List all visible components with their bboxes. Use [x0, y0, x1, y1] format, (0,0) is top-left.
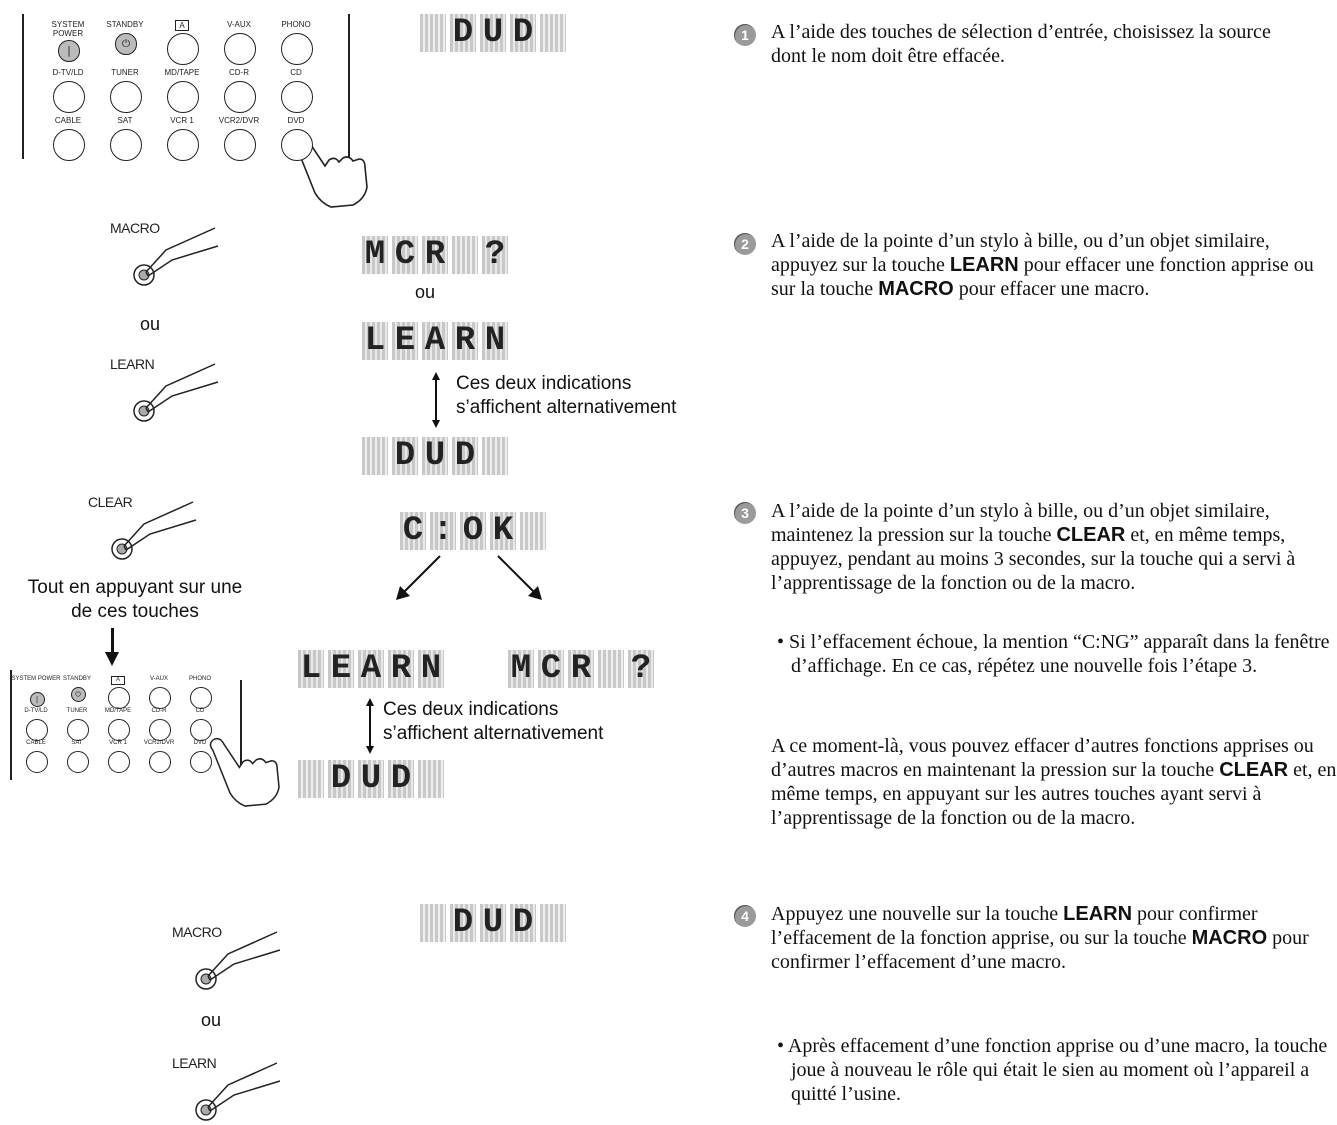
pen-icon	[110, 356, 220, 426]
input-select-button[interactable]	[67, 751, 89, 773]
alt-text-line2: s’affichent alternativement	[383, 723, 604, 744]
input-select-button[interactable]	[281, 129, 313, 161]
remote-key-label: A	[111, 676, 125, 685]
pen-icon	[88, 494, 198, 564]
lcd-char: D	[392, 437, 418, 475]
clear-key-label: CLEAR	[1056, 524, 1126, 546]
hold-text-line2: de ces touches	[71, 601, 199, 622]
standby-icon: ⏻	[121, 37, 131, 50]
lcd-char	[420, 904, 446, 942]
step-3-bullet: • Si l’effacement échoue, la mention “C:NG” apparaît dans la fenêtre d’affichage. En ce cas, répétez une nouvelle fois l’étape 3.	[777, 631, 1330, 677]
lcd-char	[520, 512, 546, 550]
remote-key-label: TUNER	[66, 708, 88, 714]
remote-key-label: VCR 1	[109, 740, 127, 746]
input-select-button[interactable]	[281, 81, 313, 113]
power-icon: |	[35, 695, 39, 703]
step-number-badge: 2	[734, 233, 756, 255]
pen-key-label: LEARN	[172, 1055, 217, 1071]
input-select-button[interactable]	[149, 751, 171, 773]
remote-key-label: MD/TAPE	[104, 708, 132, 714]
input-select-button[interactable]	[149, 719, 171, 741]
split-arrows-icon	[390, 552, 560, 612]
lcd-char: ?	[628, 650, 654, 688]
lcd-char	[540, 904, 566, 942]
step-number-badge: 4	[734, 905, 756, 927]
lcd-display	[298, 760, 444, 798]
step-number-badge: 3	[734, 502, 756, 524]
step-4-bullet: • Après effacement d’une fonction apprise ou d’une macro, la touche joue à nouveau le rôle qui était le sien au moment où l’appareil a quitté l’usine.	[777, 1035, 1328, 1105]
input-select-button[interactable]	[167, 129, 199, 161]
step-3-text-a: A l’aide de la pointe d’un stylo à bille, ou d’un objet similaire, maintenez la pression sur la touche	[771, 500, 1270, 546]
panel-left-border	[22, 14, 24, 159]
standby-icon: ⏻	[75, 690, 81, 698]
step-3-note-b: et, en même temps, en appuyant sur les autres touches ayant servi à l’apprentissage de la fonction ou de la macro.	[771, 759, 1337, 829]
remote-key-label: CD	[195, 708, 205, 714]
input-select-button[interactable]	[190, 751, 212, 773]
lcd-display	[508, 650, 654, 688]
lcd-char: E	[328, 650, 354, 688]
lcd-char	[482, 437, 508, 475]
lcd-char	[452, 236, 478, 274]
alt-text-line1: Ces deux indications	[383, 699, 559, 720]
lcd-char: L	[362, 322, 388, 360]
lcd-char: A	[358, 650, 384, 688]
input-select-button[interactable]	[167, 81, 199, 113]
input-select-button[interactable]	[26, 719, 48, 741]
input-select-button[interactable]	[110, 129, 142, 161]
remote-key-label: CD-R	[229, 68, 249, 77]
lcd-char: ?	[482, 236, 508, 274]
power-button[interactable]	[30, 692, 45, 707]
remote-key-label: CABLE	[54, 116, 82, 125]
pen-key-label: MACRO	[110, 220, 160, 236]
input-select-button[interactable]	[190, 687, 212, 709]
alt-text-line2: s’affichent alternativement	[456, 397, 677, 418]
lcd-display	[362, 437, 508, 475]
pen-icon	[172, 1055, 282, 1125]
lcd-display	[400, 512, 546, 550]
lcd-char: U	[422, 437, 448, 475]
lcd-char: N	[418, 650, 444, 688]
pen-press-illustration	[110, 356, 220, 426]
lcd-char: R	[568, 650, 594, 688]
step-1-text: A l’aide des touches de sélection d’entrée, choisissez la source dont le nom doit être effacée.	[771, 21, 1271, 67]
pen-press-illustration	[172, 924, 282, 994]
input-select-button[interactable]	[224, 81, 256, 113]
input-select-button[interactable]	[167, 33, 199, 65]
power-button[interactable]	[58, 40, 80, 62]
hold-text	[10, 576, 260, 624]
input-select-button[interactable]	[108, 751, 130, 773]
input-select-button[interactable]	[108, 719, 130, 741]
input-select-button[interactable]	[53, 81, 85, 113]
lcd-display	[298, 650, 444, 688]
pen-press-illustration	[172, 1055, 282, 1125]
lcd-char: U	[480, 14, 506, 52]
remote-key-label: SYSTEM POWER	[11, 676, 61, 682]
remote-key-label: TUNER	[111, 68, 139, 77]
learn-key-label: LEARN	[1063, 903, 1133, 925]
alt-text	[383, 698, 603, 746]
lcd-char: D	[450, 14, 476, 52]
lcd-char	[420, 14, 446, 52]
step-3-text-b: et, en même temps, appuyez, pendant au moins 3 secondes, sur la touche qui a servi à l’apprentissage de la fonction ou de la macro.	[771, 524, 1296, 594]
remote-key-label: SAT	[117, 116, 133, 125]
lcd-char: D	[510, 904, 536, 942]
step-4-text	[771, 902, 1337, 974]
step-4-text-a: Appuyez une nouvelle sur la touche	[771, 903, 1064, 925]
remote-key-label: PHONO	[188, 676, 211, 682]
step-3-note-a: A ce moment-là, vous pouvez effacer d’autres fonctions apprises ou d’autres macros en maintenant la pression sur la touche	[771, 735, 1314, 781]
input-select-button[interactable]	[53, 129, 85, 161]
remote-key-label: CD-R	[151, 708, 167, 714]
remote-key-label: V-AUX	[149, 676, 168, 682]
standby-button[interactable]	[115, 33, 137, 55]
lcd-char: A	[422, 322, 448, 360]
input-select-button[interactable]	[281, 33, 313, 65]
lcd-display	[420, 904, 566, 942]
lcd-display	[420, 14, 566, 52]
lcd-char: N	[482, 322, 508, 360]
pen-press-illustration	[88, 494, 198, 564]
lcd-char: D	[450, 904, 476, 942]
lcd-char: R	[452, 322, 478, 360]
lcd-char: L	[298, 650, 324, 688]
lcd-char	[418, 760, 444, 798]
learn-key-label: LEARN	[949, 254, 1019, 276]
lcd-char: D	[452, 437, 478, 475]
pen-key-label: CLEAR	[88, 494, 133, 510]
lcd-char: U	[358, 760, 384, 798]
hold-text-line1: Tout en appuyant sur une	[27, 577, 243, 598]
remote-key-label: DVD	[193, 740, 207, 746]
remote-key-label: A	[175, 20, 189, 31]
lcd-char	[540, 14, 566, 52]
remote-key-label: VCR 1	[170, 116, 194, 125]
remote-key-label: V-AUX	[226, 20, 251, 29]
lcd-display	[362, 236, 508, 274]
lcd-char: D	[510, 14, 536, 52]
remote-key-label: D-TV/LD	[52, 68, 84, 77]
lcd-char	[362, 437, 388, 475]
remote-key-label: STANDBY	[106, 20, 144, 29]
lcd-display	[362, 322, 508, 360]
lcd-char: R	[388, 650, 414, 688]
remote-key-label: STANDBY	[63, 676, 91, 682]
step-3-text	[771, 499, 1337, 595]
lcd-char: O	[460, 512, 486, 550]
step-2-text-c: pour effacer une macro.	[953, 278, 1150, 300]
power-icon: |	[67, 44, 71, 57]
lcd-char: M	[362, 236, 388, 274]
lcd-char: E	[392, 322, 418, 360]
pen-key-label: LEARN	[110, 356, 155, 372]
input-select-button[interactable]	[67, 719, 89, 741]
lcd-char: M	[508, 650, 534, 688]
alt-text	[456, 372, 676, 420]
input-select-button[interactable]	[110, 81, 142, 113]
lcd-char: D	[388, 760, 414, 798]
remote-key-label: PHONO	[281, 20, 311, 29]
pen-key-label: MACRO	[172, 924, 222, 940]
panel-left-border	[10, 670, 12, 780]
lcd-char: C	[392, 236, 418, 274]
macro-key-label: MACRO	[878, 278, 954, 300]
remote-key-label: CD	[290, 68, 302, 77]
clear-key-label: CLEAR	[1219, 759, 1289, 781]
step-3-note	[771, 734, 1337, 830]
step-4-text-c: pour confirmer l’effacement d’une macro.	[771, 927, 1309, 973]
pen-icon	[172, 924, 282, 994]
input-select-button[interactable]	[108, 687, 130, 709]
alt-arrow-icon	[366, 698, 376, 754]
lcd-char	[598, 650, 624, 688]
pen-press-illustration	[110, 220, 220, 290]
lcd-char	[298, 760, 324, 798]
remote-key-label: SYSTEM POWER	[51, 20, 85, 38]
input-select-button[interactable]	[190, 719, 212, 741]
remote-key-label: CABLE	[26, 740, 46, 746]
input-select-button[interactable]	[224, 129, 256, 161]
input-select-button[interactable]	[26, 751, 48, 773]
remote-key-label: VCR2/DVR	[218, 116, 260, 125]
lcd-char: R	[422, 236, 448, 274]
lcd-char: K	[490, 512, 516, 550]
remote-key-label: D-TV/LD	[24, 708, 48, 714]
step-4-text-b: pour confirmer l’effacement de la fonction apprise, ou sur la touche	[771, 903, 1258, 949]
remote-key-label: MD/TAPE	[164, 68, 200, 77]
step-2-text	[771, 229, 1333, 301]
standby-button[interactable]	[71, 687, 86, 702]
alt-arrow-icon	[432, 372, 442, 428]
remote-key-label: VCR2/DVR	[143, 740, 175, 746]
input-select-button[interactable]	[149, 687, 171, 709]
lcd-char: U	[480, 904, 506, 942]
step-number-badge: 1	[734, 24, 756, 46]
macro-key-label: MACRO	[1191, 927, 1268, 949]
alt-text-line1: Ces deux indications	[456, 373, 632, 394]
remote-key-label: DVD	[287, 116, 305, 125]
lcd-char: C	[400, 512, 426, 550]
pen-icon	[110, 220, 220, 290]
lcd-char: C	[538, 650, 564, 688]
ou-label: ou	[415, 282, 436, 302]
ou-label: ou	[201, 1010, 222, 1030]
lcd-char: :	[430, 512, 456, 550]
input-select-button[interactable]	[224, 33, 256, 65]
step-2-text-b: pour effacer une fonction apprise ou sur la touche	[771, 254, 1314, 300]
remote-key-label: SAT	[71, 740, 83, 746]
step-2-text-a: A l’aide de la pointe d’un stylo à bille, ou d’un objet similaire, appuyez sur la touche	[771, 230, 1270, 276]
lcd-char: D	[328, 760, 354, 798]
down-arrow-icon	[105, 628, 119, 666]
ou-label: ou	[140, 314, 161, 334]
